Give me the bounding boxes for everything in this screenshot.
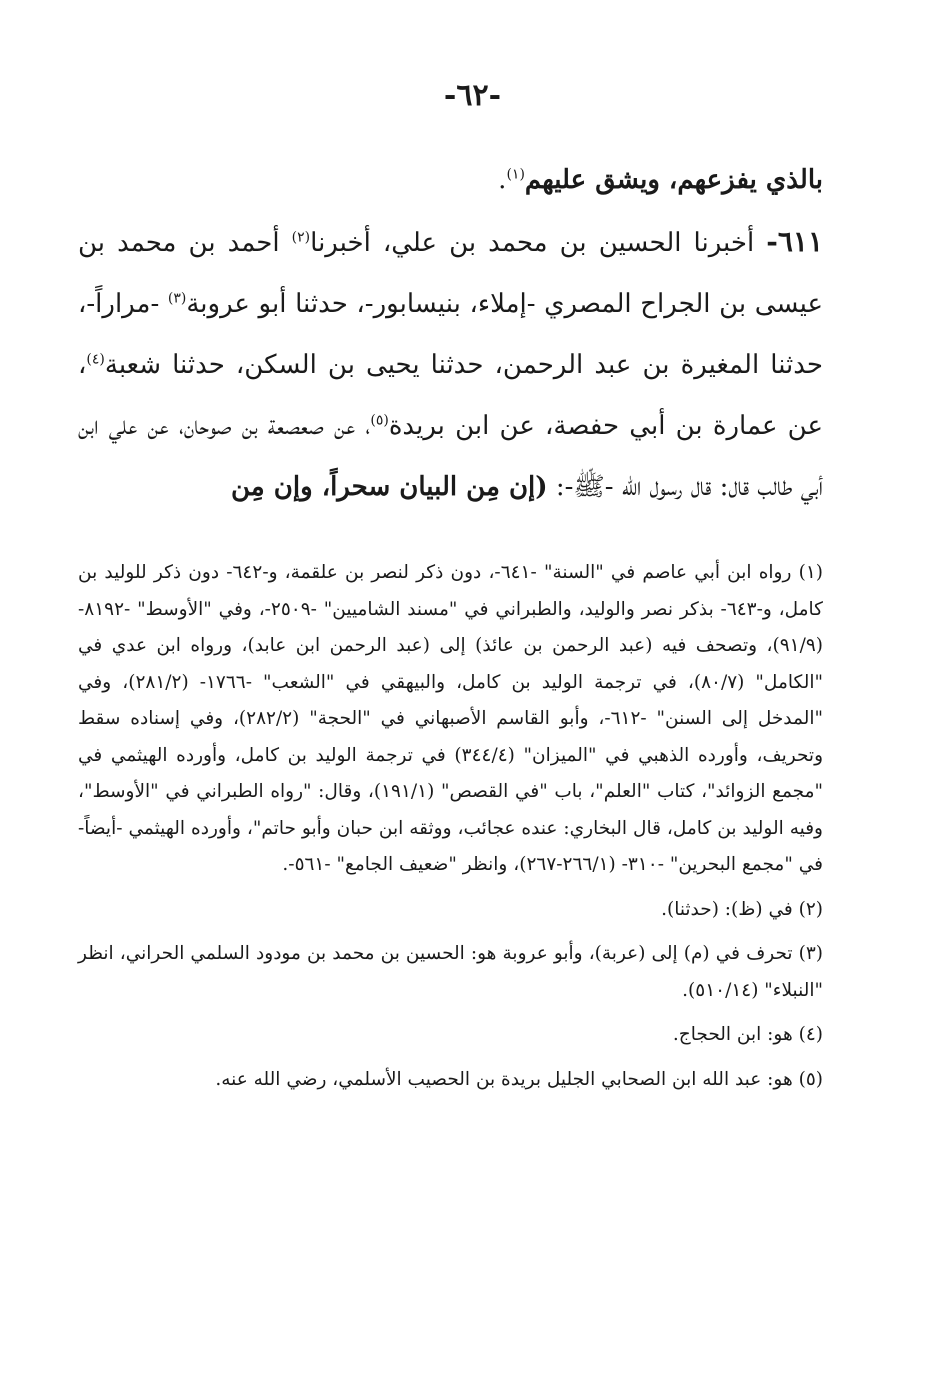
footnote-text: هو: ابن الحجاج. bbox=[672, 1024, 793, 1045]
hadith-segment-3: -مراراً-، حدثنا المغيرة بن عبد الرحمن، حدثنا يحيى بن السكن، حدثنا شعبة bbox=[78, 289, 823, 380]
footnote-1 bbox=[78, 555, 823, 884]
page-number: -٦٢- bbox=[443, 78, 502, 113]
footnote-mark: (٣) bbox=[798, 943, 823, 964]
footnote-3 bbox=[78, 936, 823, 1009]
hadith-segment-4: ، عن عمارة بن أبي حفصة، عن ابن بريدة bbox=[78, 350, 823, 441]
footnote-ref-5: (٥) bbox=[370, 412, 389, 429]
footnote-mark: (١) bbox=[798, 562, 824, 583]
footnote-5 bbox=[78, 1062, 823, 1099]
footnote-ref-4: (٤) bbox=[86, 351, 105, 368]
hadith-paragraph bbox=[78, 211, 823, 518]
footnote-4 bbox=[78, 1017, 823, 1054]
hadith-segment-1: أخبرنا الحسين بن محمد بن علي، أخبرنا bbox=[310, 228, 767, 258]
hadith-number: ٦١١- bbox=[766, 225, 823, 258]
footnotes-section bbox=[78, 555, 823, 1106]
footnote-ref-1: (١) bbox=[506, 166, 525, 183]
footnote-mark: (٤) bbox=[798, 1024, 823, 1045]
continuation-text: بالذي يفزعهم، ويشق عليهم bbox=[524, 165, 823, 195]
footnote-mark: (٥) bbox=[798, 1068, 823, 1090]
continuation-line bbox=[78, 150, 823, 211]
footnote-text: في (ظ): (حدثنا). bbox=[661, 898, 793, 920]
footnote-2 bbox=[78, 892, 823, 929]
footnote-text: هو: عبد الله ابن الصحابي الجليل بريدة بن الحصيب الأسلمي، رضي الله عنه. bbox=[215, 1068, 793, 1090]
footnote-mark: (٢) bbox=[798, 898, 823, 920]
footnote-text: رواه ابن أبي عاصم في "السنة" -٦٤١-، دون ذكر لنصر بن علقمة، و-٦٤٢- دون ذكر للوليد بن كامل، و-٦٤٣- بذكر نصر والوليد، والطبراني في "مسند الشاميين" -٢٥٠٩-، وفي "الأوسط" -٨١٩٢- (٩١/٩)، وتصحف فيه (عبد الرحمن بن عائذ) إلى (عبد الرحمن ابن عابد)، ورواه ابن عدي في "الكامل" (٨٠/٧)، في ترجمة الوليد بن كامل، والبيهقي في "الشعب" -١٧٦٦- (٢٨١/٢)، وفي "المدخل إلى السنن" -٦١٢-، وأبو القاسم الأصبهاني في "الحجة" (٢٨٢/٢)، وفي إسناده سقط وتحريف، وأورده الذهبي في "الميزان" (٣٤٤/٤) في ترجمة الوليد بن كامل، وأورده الهيثمي في "مجمع الزوائد"، كتاب "العلم"، باب "في القصص" (١٩١/١)، وقال: "رواه الطبراني في "الأوسط"، وفيه الوليد بن كامل، قال البخاري: عنده عجائب، ووثقه ابن حبان وأبو حاتم"، وأورده الهيثمي -أيضاً- في "مجمع البحرين" -٣١٠- (٢٦٦/١-٢٦٧)، وانظر "ضعيف الجامع" -٥٦١-. bbox=[78, 562, 824, 875]
footnote-text: تحرف في (م) إلى (عربة)، وأبو عروبة هو: الحسين بن محمد بن مودود السلمي الحراني، انظر "النبلاء" (٥١٠/١٤). bbox=[78, 943, 823, 1001]
footnote-ref-3: (٣) bbox=[167, 290, 187, 307]
footnote-ref-2: (٢) bbox=[291, 229, 311, 246]
hadith-segment-5: ، عن صعصعة بن صوحان، عن علي ابن أبي طالب قال: قال رسول الله -ﷺ-: bbox=[78, 411, 823, 502]
continuation-end: . bbox=[498, 165, 507, 195]
main-text bbox=[78, 150, 823, 518]
hadith-quote: (إن مِن البيان سحراً، وإن مِن bbox=[231, 472, 548, 502]
hadith-segment-2: أحمد بن محمد بن عيسى بن الجراح المصري -إملاء، بنيسابور-، حدثنا أبو عروبة bbox=[78, 228, 823, 319]
